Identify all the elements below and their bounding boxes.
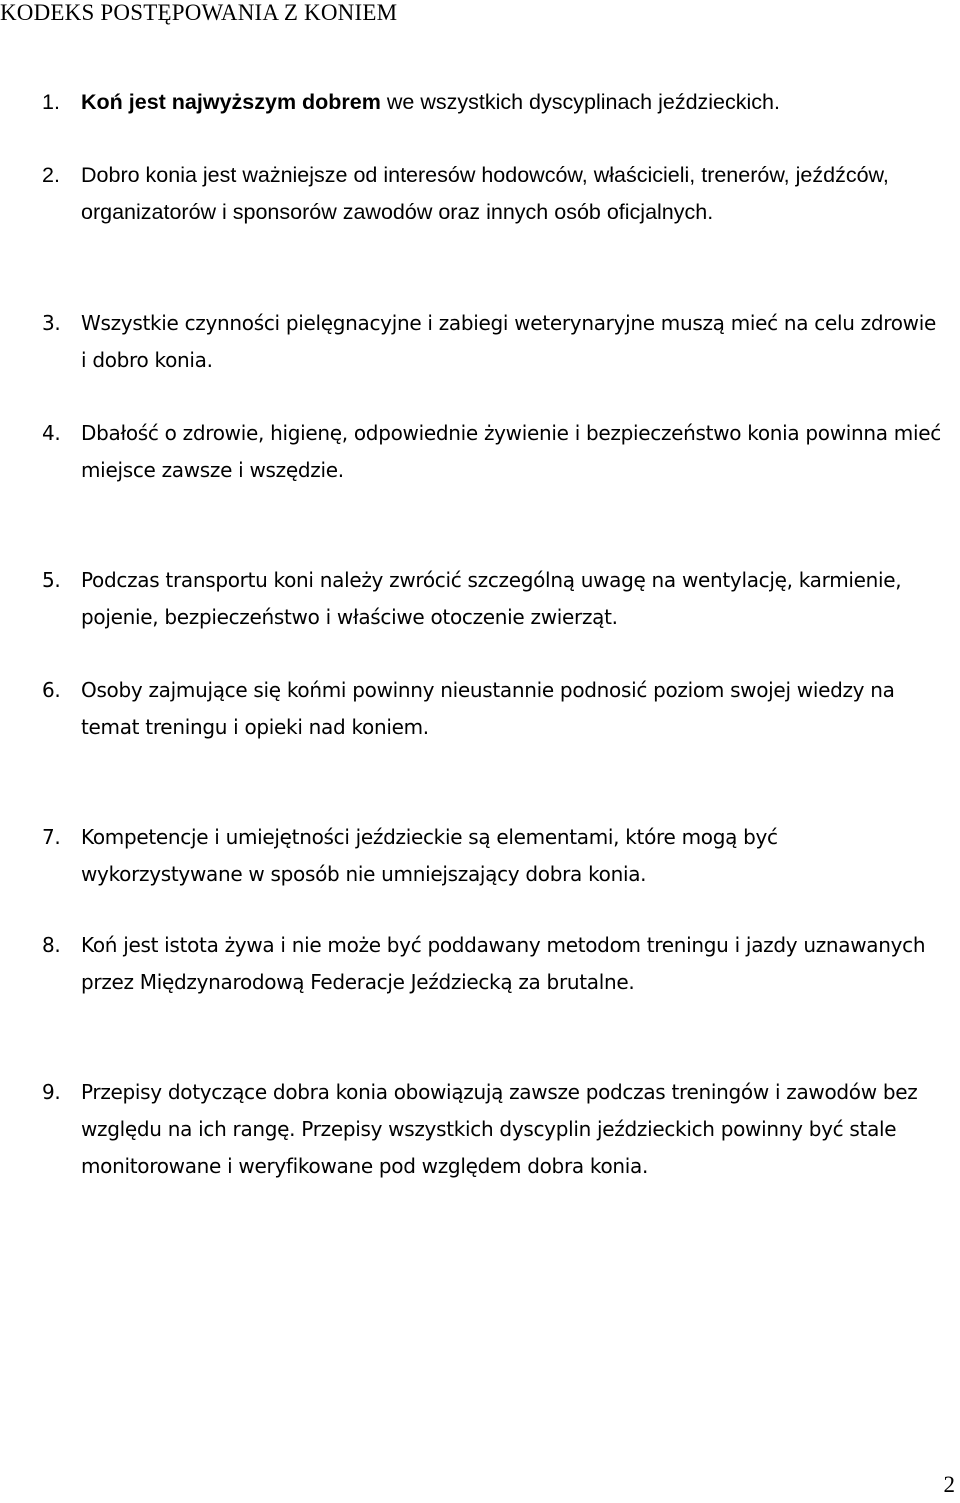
item-number: 5.: [42, 568, 61, 592]
code-item-3: [42, 305, 942, 379]
item-rest-text: we wszystkich dyscyplinach jeździeckich.: [380, 90, 780, 114]
item-text: Dbałość o zdrowie, higienę, odpowiednie żywienie i bezpieczeństwo konia powinna mieć miejsce zawsze i wszędzie.: [81, 421, 941, 482]
document-title: KODEKS POSTĘPOWANIA Z KONIEM: [0, 0, 398, 25]
item-text: [81, 84, 942, 121]
item-bold-text: Koń jest najwyższym dobrem: [81, 90, 381, 114]
item-number: 8.: [42, 933, 61, 957]
item-text: Wszystkie czynności pielęgnacyjne i zabiegi weterynaryjne muszą mieć na celu zdrowie i dobro konia.: [81, 311, 936, 372]
item-number: 2.: [42, 163, 60, 187]
page-number: 2: [943, 1472, 955, 1497]
item-text: Osoby zajmujące się końmi powinny nieustannie podnosić poziom swojej wiedzy na temat treningu i opieki nad koniem.: [81, 678, 895, 739]
code-item-2: [42, 157, 942, 231]
item-number: 1.: [42, 90, 60, 114]
item-text: Dobro konia jest ważniejsze od interesów hodowców, właścicieli, trenerów, jeźdźców, organizatorów i sponsorów zawodów oraz innych osób oficjalnych.: [81, 163, 889, 224]
item-number: 6.: [42, 678, 61, 702]
item-number: 3.: [42, 311, 61, 335]
code-item-9: [42, 1074, 942, 1185]
item-number: 7.: [42, 825, 61, 849]
code-item-6: [42, 672, 942, 746]
item-number: 4.: [42, 421, 61, 445]
item-text: Koń jest istota żywa i nie może być poddawany metodom treningu i jazdy uznawanych przez Międzynarodową Federacje Jeździecką za brutalne.: [81, 933, 926, 994]
code-item-8: [42, 927, 942, 1001]
code-item-7: [42, 819, 942, 893]
item-text: Podczas transportu koni należy zwrócić szczególną uwagę na wentylację, karmienie, pojenie, bezpieczeństwo i właściwe otoczenie zwierząt.: [81, 568, 902, 629]
item-text: Przepisy dotyczące dobra konia obowiązują zawsze podczas treningów i zawodów bez względu na ich rangę. Przepisy wszystkich dyscyplin jeździeckich powinny być stale monitorowane i weryfikowane pod względem dobra konia.: [81, 1080, 918, 1178]
code-item-5: [42, 562, 942, 636]
code-item-1: [42, 84, 942, 121]
item-number: 9.: [42, 1080, 61, 1104]
item-text: Kompetencje i umiejętności jeździeckie są elementami, które mogą być wykorzystywane w sposób nie umniejszający dobra konia.: [81, 825, 778, 886]
code-item-4: [42, 415, 942, 489]
